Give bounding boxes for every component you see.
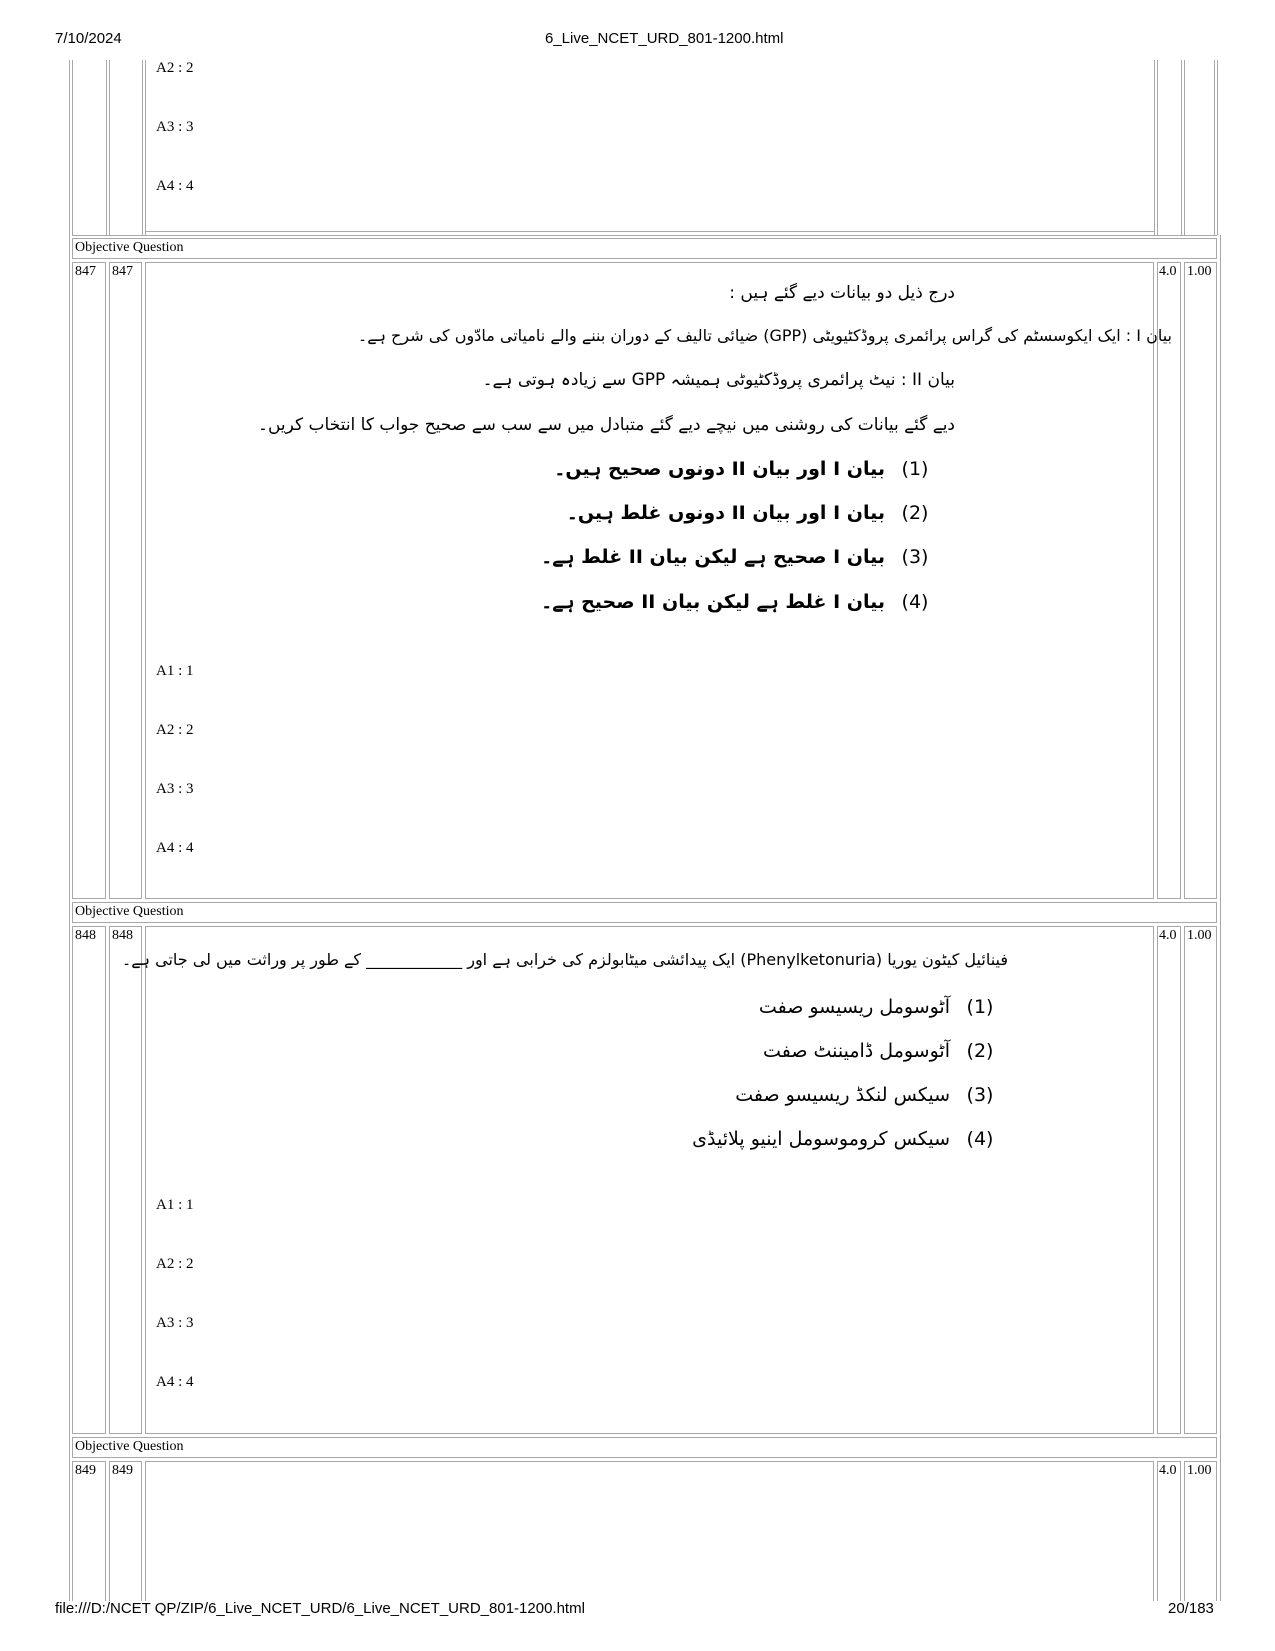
serial-number: 848 <box>75 928 96 943</box>
question-type-label: Objective Question <box>75 1439 184 1454</box>
option-text: سیکس لنکڈ ریسیسو صفت <box>735 1084 950 1106</box>
question-type-label: Objective Question <box>75 904 184 919</box>
option-text: بیان I صحیح ہے لیکن بیان II غلط ہے۔ <box>541 546 885 568</box>
option-number: (3) <box>901 546 929 568</box>
question-type-label: Objective Question <box>75 240 184 255</box>
question-id: 847 <box>112 264 133 279</box>
option-row <box>735 1084 1010 1106</box>
option-number: (2) <box>966 1040 994 1062</box>
option-row <box>554 458 945 480</box>
answer-option: A4 : 4 <box>156 840 194 856</box>
option-row <box>567 502 945 524</box>
answer-option: A3 : 3 <box>156 781 194 797</box>
answer-option: A4 : 4 <box>156 178 194 194</box>
option-text: آٹوسومل ریسیسو صفت <box>758 996 950 1018</box>
option-row <box>759 996 1010 1018</box>
negative-marks: 1.00 <box>1187 264 1212 279</box>
option-number: (4) <box>901 591 929 613</box>
option-number: (1) <box>901 458 929 480</box>
answer-option: A1 : 1 <box>156 663 194 679</box>
print-date: 7/10/2024 <box>55 30 122 47</box>
answer-option: A4 : 4 <box>156 1374 194 1390</box>
option-number: (3) <box>966 1084 994 1106</box>
question-stem-line: بیان II : نیٹ پرائمری پروڈکٹیوٹی ہمیشہ GPP سے زیادہ ہوتی ہے۔ <box>482 370 955 390</box>
answer-option: A3 : 3 <box>156 1315 194 1331</box>
question-stem-line: فینائیل کیٹون یوریا (Phenylketonuria) ایک پیدائشی میٹابولزم کی خرابی ہے اور ____________ کے طور پر وراثت میں لی جاتی ہے۔ <box>121 950 1008 969</box>
option-text: بیان I اور بیان II دونوں غلط ہیں۔ <box>566 502 885 524</box>
print-file-path: file:///D:/NCET QP/ZIP/6_Live_NCET_URD/6_Live_NCET_URD_801-1200.html <box>55 1600 585 1617</box>
question-stem-line: دیے گئے بیانات کی روشنی میں نیچے دیے گئے متبادل میں سے سب سے صحیح جواب کا انتخاب کریں۔ <box>258 415 955 435</box>
serial-number: 847 <box>75 264 96 279</box>
question-id: 849 <box>112 1463 133 1478</box>
option-row <box>763 1040 1010 1062</box>
answer-option: A2 : 2 <box>156 722 194 738</box>
negative-marks: 1.00 <box>1187 928 1212 943</box>
option-row <box>541 546 945 568</box>
option-text: بیان I اور بیان II دونوں صحیح ہیں۔ <box>554 458 885 480</box>
negative-marks: 1.00 <box>1187 1463 1212 1478</box>
print-title: 6_Live_NCET_URD_801-1200.html <box>545 30 784 47</box>
answer-option: A2 : 2 <box>156 1256 194 1272</box>
option-number: (2) <box>901 502 929 524</box>
option-number: (1) <box>966 996 994 1018</box>
option-text: بیان I غلط ہے لیکن بیان II صحیح ہے۔ <box>541 591 885 613</box>
answer-option: A2 : 2 <box>156 60 194 76</box>
serial-number: 849 <box>75 1463 96 1478</box>
option-row <box>692 1128 1010 1150</box>
option-number: (4) <box>966 1128 994 1150</box>
marks: 4.0 <box>1159 1463 1177 1478</box>
question-stem-line: درج ذیل دو بیانات دیے گئے ہیں : <box>729 283 955 303</box>
option-text: آٹوسومل ڈامیننٹ صفت <box>763 1040 950 1062</box>
marks: 4.0 <box>1159 928 1177 943</box>
option-row <box>541 591 945 613</box>
answer-option: A3 : 3 <box>156 119 194 135</box>
marks: 4.0 <box>1159 264 1177 279</box>
print-page-number: 20/183 <box>1168 1600 1214 1617</box>
question-stem-line: بیان I : ایک ایکوسسٹم کی گراس پرائمری پروڈکٹیویٹی (GPP) ضیائی تالیف کے دوران بننے والے نامیاتی مادّوں کی شرح ہے۔ <box>357 326 1172 345</box>
answer-option: A1 : 1 <box>156 1197 194 1213</box>
question-id: 848 <box>112 928 133 943</box>
option-text: سیکس کروموسومل اینیو پلائیڈی <box>692 1128 950 1150</box>
